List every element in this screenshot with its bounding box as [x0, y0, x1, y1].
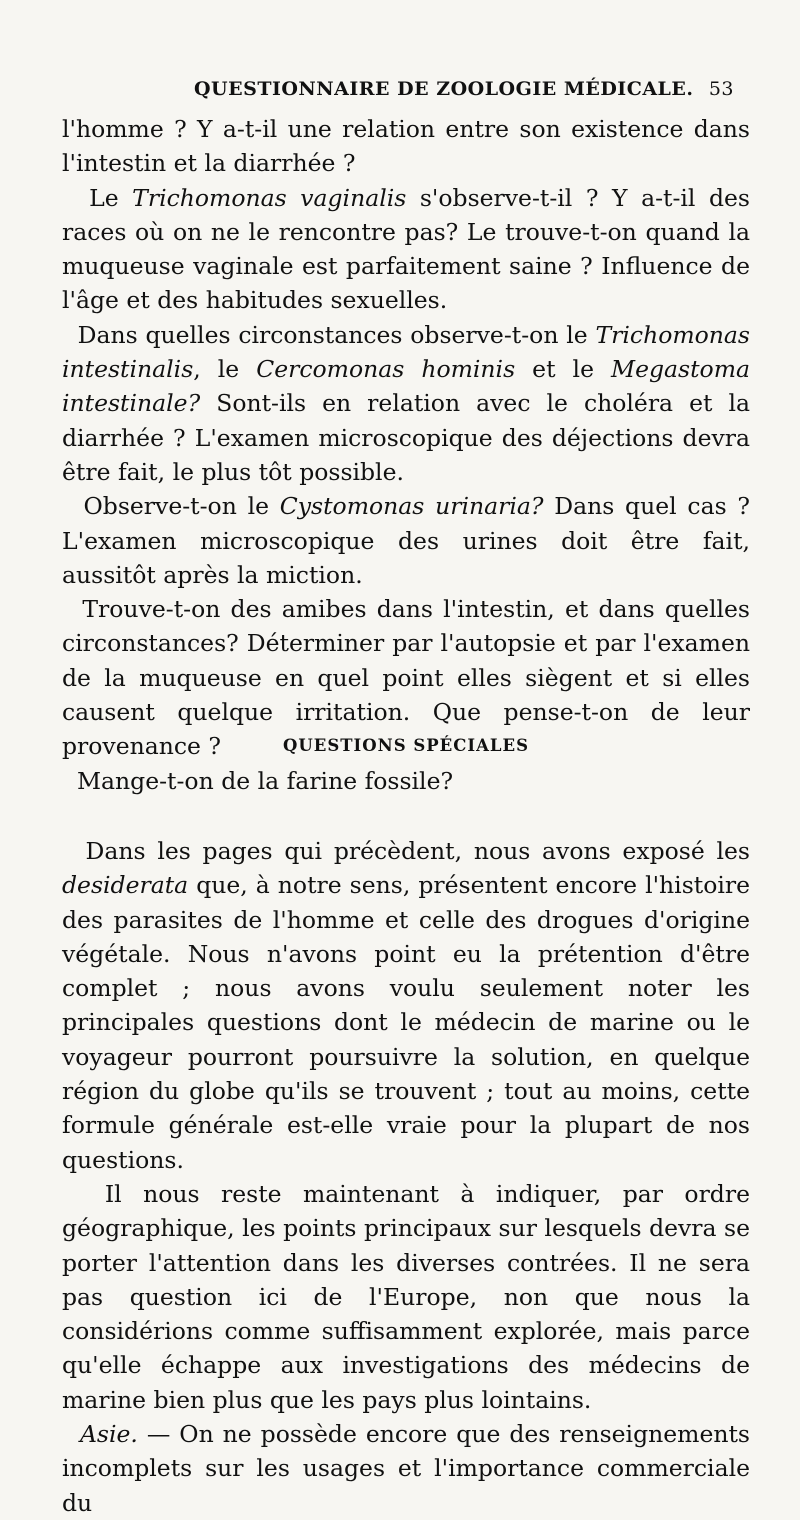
paragraph-text: Mange-t-on de la farine fossile?: [76, 766, 454, 795]
paragraph-text: Dans les pages qui précèdent, nous avons exposé les: [85, 837, 750, 865]
section-heading: QUESTIONS SPÉCIALES: [282, 736, 529, 755]
paragraph: [62, 489, 750, 592]
paragraph-text: Le: [89, 183, 133, 212]
paragraph-text: s'observe-t-il ? Y a-t-il des races où on ne le rencontre pas? Le trouve-t-on quand la muqueuse vaginale est parfaitement saine ? Influence de l'âge et des habitudes sexuelles.: [62, 183, 750, 315]
species-name: Trichomonas intestinalis: [62, 320, 750, 384]
text-block-questions: [62, 112, 750, 798]
paragraph: [62, 764, 750, 798]
paragraph-text: Sont-ils en relation avec le choléra et la diarrhée ? L'examen microscopique des déjections devra être fait, le plus tôt possible.: [62, 389, 750, 486]
italic-term: desiderata: [62, 871, 189, 900]
paragraph-text: , le: [193, 355, 257, 384]
paragraph-text: et le: [515, 355, 612, 384]
paragraph: [62, 834, 750, 1177]
running-title: QUESTIONNAIRE DE ZOOLOGIE MÉDICALE.: [194, 78, 694, 100]
paragraph-text: Dans quelles circonstances observe-t-on le: [77, 320, 596, 349]
species-name: Trichomonas vaginalis: [132, 183, 407, 212]
region-heading: Asie.: [79, 1420, 138, 1449]
paragraph-text: Dans quel cas ? L'examen microscopique des urines doit être fait, aussitôt après la miction.: [62, 492, 751, 589]
paragraph: [62, 318, 750, 489]
species-name: Cystomonas urinaria?: [279, 492, 544, 521]
paragraph: [62, 1177, 750, 1417]
paragraph-text: l'homme ? Y a-t-il une relation entre son existence dans l'intestin et la diarrhée ?: [62, 115, 750, 178]
page-number: 53: [708, 78, 734, 100]
species-name: Megastoma intestinale?: [62, 355, 750, 418]
paragraph-text: Il nous reste maintenant à indiquer, par ordre géographique, les points principaux sur lesquels devra se porter l'attention dans les diverses contrées. Il ne sera pas question ici de l'Europe, non que nous la considérions comme suffisamment explorée, mais parce qu'elle échappe aux investigations des médecins de marine bien plus que les pays plus lointains.: [62, 1179, 750, 1414]
paragraph-text: — On ne possède encore que des renseignements incomplets sur les usages et l'importance commerciale du: [62, 1420, 750, 1517]
paragraph-text: que, à notre sens, présentent encore l'histoire des parasites de l'homme et celle des drogues d'origine végétale. Nous n'avons point eu la prétention d'être complet ; nous avons voulu seulement noter les principales questions dont le médecin de marine ou le voyageur pourront poursuivre la solution, en quelque région du globe qu'ils se trouvent ; tout au moins, cette formule générale est-elle vraie pour la plupart de nos questions.: [62, 871, 750, 1174]
species-name: Cercomonas hominis: [256, 355, 516, 384]
text-block-special-questions: [62, 834, 750, 1520]
paragraph: [62, 1417, 750, 1520]
running-header: [62, 78, 742, 104]
paragraph-text: Trouve-t-on des amibes dans l'intestin, et dans quelles circonstances? Déterminer par l'autopsie et par l'examen de la muqueuse en quel point elles siègent et si elles causent quelque irritation. Que pense-t-on de leur provenance ?: [62, 595, 750, 761]
paragraph-text: Observe-t-on le: [83, 492, 280, 521]
paragraph: [62, 181, 750, 318]
paragraph: [62, 112, 750, 181]
